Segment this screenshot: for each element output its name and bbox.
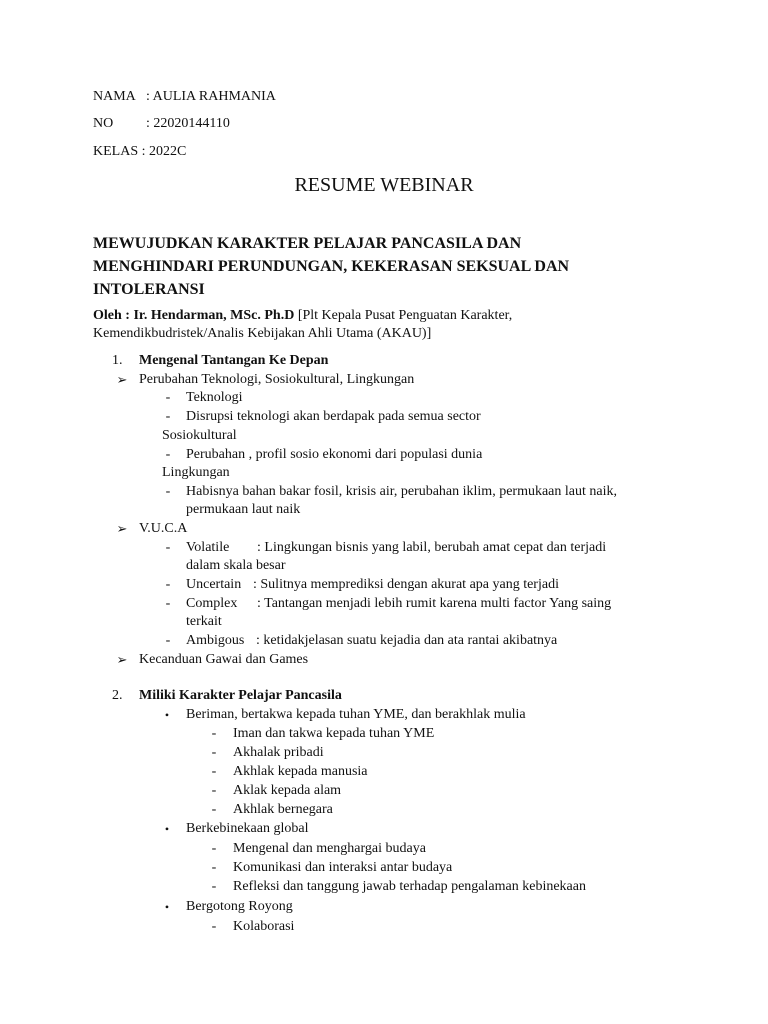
term: Ambigous — [186, 633, 245, 648]
dash-bullet-icon: - — [211, 783, 217, 798]
list-item: Komunikasi dan interaksi antar budaya — [233, 860, 453, 875]
dash-bullet-icon: - — [211, 726, 217, 741]
arrow-bullet-icon: ➢ — [116, 372, 128, 387]
speaker-line-1 — [93, 307, 512, 325]
list-item: Bergotong Royong — [186, 899, 293, 914]
definition: : Sulitnya memprediksi dengan akurat apa yang terjadi — [253, 577, 559, 592]
dash-bullet-icon: - — [165, 596, 171, 611]
speaker-role: [Plt Kepala Pusat Penguatan Karakter, — [297, 308, 513, 323]
list-item: Perubahan , profil sosio ekonomi dari populasi dunia — [186, 447, 483, 462]
term: Uncertain — [186, 577, 242, 592]
list-item: Habisnya bahan bakar fosil, krisis air, perubahan iklim, permukaan laut naik, — [186, 484, 617, 499]
subheading: Sosiokultural — [162, 428, 237, 443]
section-1-title: Mengenal Tantangan Ke Depan — [139, 353, 329, 368]
round-bullet-icon: • — [164, 822, 170, 836]
round-bullet-icon: • — [164, 708, 170, 722]
dash-bullet-icon: - — [211, 745, 217, 760]
arrow-bullet-icon: ➢ — [116, 652, 128, 667]
dash-bullet-icon: - — [211, 919, 217, 934]
definition-continuation: terkait — [186, 614, 222, 629]
round-bullet-icon: • — [164, 900, 170, 914]
page-title: RESUME WEBINAR — [294, 174, 474, 196]
dash-bullet-icon: - — [165, 409, 171, 424]
definition: : Lingkungan bisnis yang labil, berubah amat cepat dan terjadi — [257, 540, 607, 555]
dash-bullet-icon: - — [211, 879, 217, 894]
list-item: Perubahan Teknologi, Sosiokultural, Lingkungan — [139, 372, 415, 387]
list-item: Kolaborasi — [233, 919, 295, 934]
list-item: Berkebinekaan global — [186, 821, 309, 836]
nama-label: NAMA — [93, 89, 136, 104]
heading-line-2: MENGHINDARI PERUNDUNGAN, KEKERASAN SEKSUAL DAN — [93, 258, 570, 275]
list-item: Kecanduan Gawai dan Games — [139, 652, 309, 667]
list-item: Aklak kepada alam — [233, 783, 342, 798]
heading-line-3: INTOLERANSI — [93, 281, 205, 298]
dash-bullet-icon: - — [165, 540, 171, 555]
heading-line-1: MEWUJUDKAN KARAKTER PELAJAR PANCASILA DAN — [93, 235, 522, 252]
no-value: : 22020144110 — [146, 116, 230, 131]
dash-bullet-icon: - — [211, 860, 217, 875]
dash-bullet-icon: - — [165, 633, 171, 648]
list-item: Akhalak pribadi — [233, 745, 324, 760]
list-item-continuation: permukaan laut naik — [186, 502, 301, 517]
list-item: Akhlak bernegara — [233, 802, 333, 817]
nama-value: : AULIA RAHMANIA — [146, 89, 276, 104]
definition: : ketidakjelasan suatu kejadia dan ata rantai akibatnya — [256, 633, 558, 648]
definition: : Tantangan menjadi lebih rumit karena multi factor Yang saing — [257, 596, 612, 611]
dash-bullet-icon: - — [165, 577, 171, 592]
section-2-title: Miliki Karakter Pelajar Pancasila — [139, 688, 342, 703]
arrow-bullet-icon: ➢ — [116, 521, 128, 536]
term: Volatile — [186, 540, 230, 555]
kelas-line: KELAS : 2022C — [93, 144, 187, 159]
list-item: Refleksi dan tanggung jawab terhadap pengalaman kebinekaan — [233, 879, 586, 894]
list-item: Iman dan takwa kepada tuhan YME — [233, 726, 435, 741]
list-item: Mengenal dan menghargai budaya — [233, 841, 426, 856]
dash-bullet-icon: - — [211, 764, 217, 779]
dash-bullet-icon: - — [165, 484, 171, 499]
section-1-number: 1. — [112, 353, 123, 368]
list-item: Akhlak kepada manusia — [233, 764, 368, 779]
list-item: Teknologi — [186, 390, 243, 405]
dash-bullet-icon: - — [211, 841, 217, 856]
section-2-number: 2. — [112, 688, 123, 703]
subheading: Lingkungan — [162, 465, 230, 480]
speaker-name: Oleh : Ir. Hendarman, MSc. Ph.D — [93, 308, 295, 323]
speaker-line-2: Kemendikbudristek/Analis Kebijakan Ahli Utama (AKAU)] — [93, 326, 432, 341]
list-item: V.U.C.A — [139, 521, 188, 536]
dash-bullet-icon: - — [165, 447, 171, 462]
dash-bullet-icon: - — [165, 390, 171, 405]
list-item: Disrupsi teknologi akan berdapak pada semua sector — [186, 409, 481, 424]
dash-bullet-icon: - — [211, 802, 217, 817]
list-item: Beriman, bertakwa kepada tuhan YME, dan berakhlak mulia — [186, 707, 526, 722]
definition-continuation: dalam skala besar — [186, 558, 286, 573]
no-label: NO — [93, 116, 114, 131]
term: Complex — [186, 596, 238, 611]
